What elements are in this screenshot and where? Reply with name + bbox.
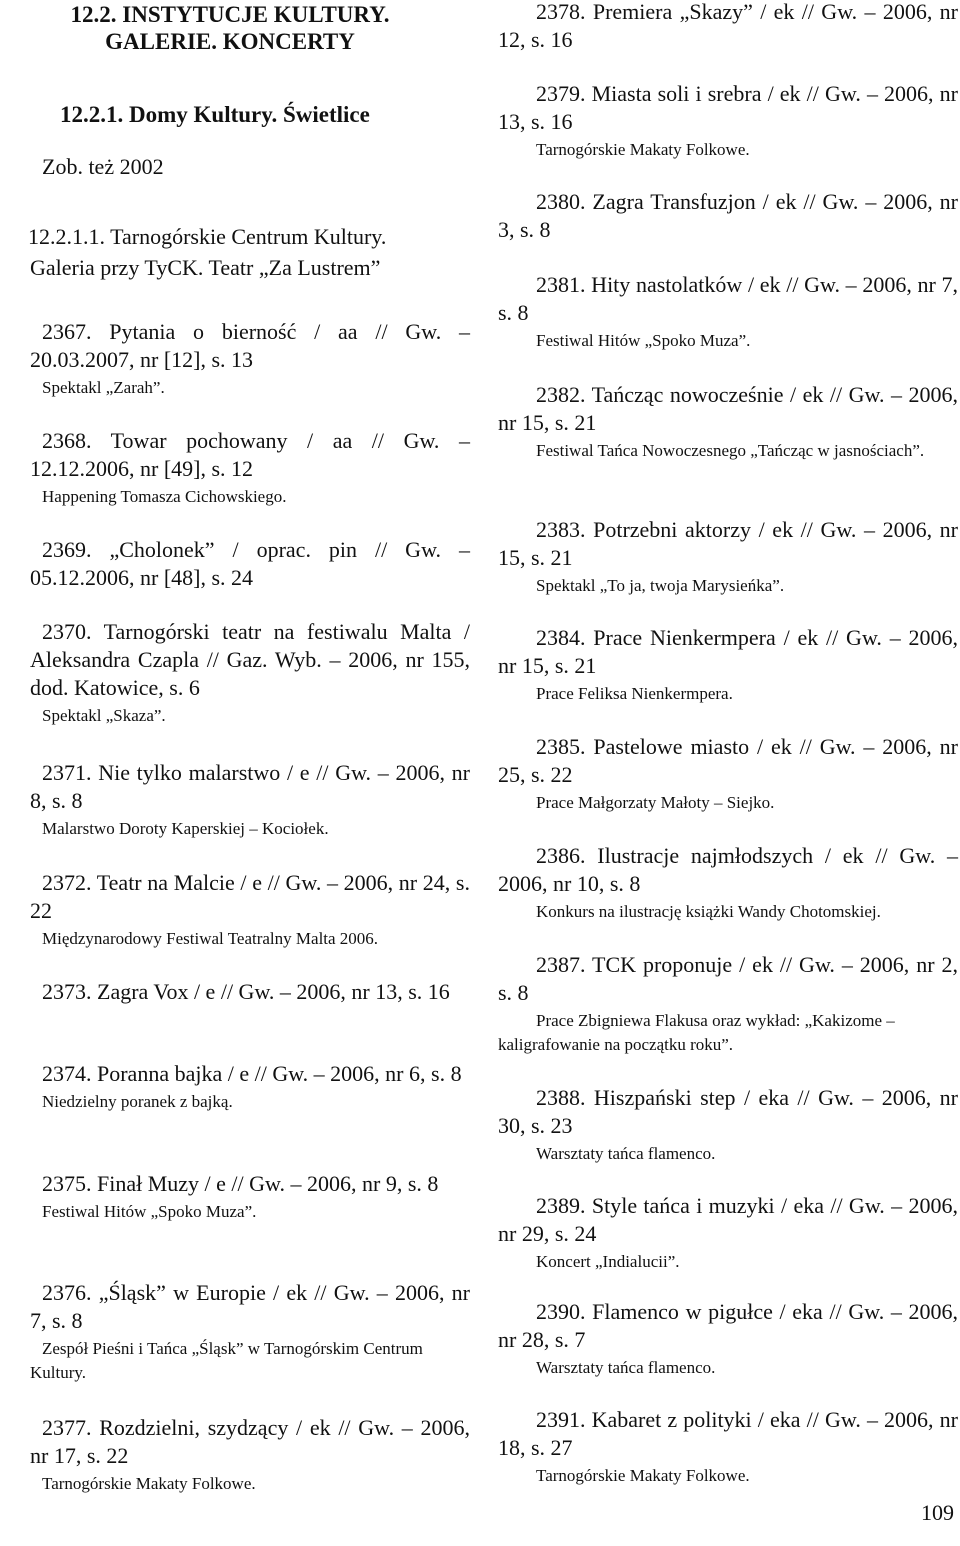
entry-note: Festiwal Tańca Nowoczesnego „Tańcząc w jasnościach”. [536,441,925,460]
entry-note: Warsztaty tańca flamenco. [536,1358,716,1377]
entry-text: 2381. Hity nastolatków / ek // Gw. – 2006, nr 7, s. 8 [498,272,958,325]
entry-text: 2378. Premiera „Skazy” / ek // Gw. – 2006, nr 12, s. 16 [498,0,958,52]
subsubsection-line1: 12.2.1.1. Tarnogórskie Centrum Kultury. [28,224,387,249]
entry-note: Malarstwo Doroty Kaperskiej – Kociołek. [42,819,329,838]
entry-2387 [498,951,958,1057]
section-title-line2: GALERIE. KONCERTY [105,29,355,54]
entry-2367 [30,318,470,400]
entry-2388 [498,1084,958,1166]
see-also: Zob. też 2002 [42,154,164,179]
entry-note: Festiwal Hitów „Spoko Muza”. [42,1202,257,1221]
entry-note: Spektakl „To ja, twoja Marysieńka”. [536,576,785,595]
entry-2381 [498,271,958,353]
entry-text: 2373. Zagra Vox / e // Gw. – 2006, nr 13, s. 16 [42,979,450,1004]
entry-2373 [30,978,470,1006]
entry-text: 2370. Tarnogórski teatr na festiwalu Malta / Aleksandra Czapla // Gaz. Wyb. – 2006, nr 155, dod. Katowice, s. 6 [30,619,470,700]
entry-text: 2385. Pastelowe miasto / ek // Gw. – 2006, nr 25, s. 22 [498,734,958,787]
entry-text: 2383. Potrzebni aktorzy / ek // Gw. – 2006, nr 15, s. 21 [498,517,958,570]
entry-note: Prace Zbigniewa Flakusa oraz wykład: „Kakizome – kaligrafowanie na początku roku”. [498,1011,895,1054]
entry-2379 [498,80,958,162]
entry-text: 2377. Rozdzielni, szydzący / ek // Gw. – 2006, nr 17, s. 22 [30,1415,470,1468]
entry-text: 2388. Hiszpański step / eka // Gw. – 2006, nr 30, s. 23 [498,1085,958,1138]
entry-note: Zespół Pieśni i Tańca „Śląsk” w Tarnogórskim Centrum Kultury. [30,1339,423,1382]
entry-2384 [498,624,958,706]
subsubsection-line2: Galeria przy TyCK. Teatr „Za Lustrem” [30,255,381,280]
section-title-line1: 12.2. INSTYTUCJE KULTURY. [70,2,390,27]
entry-2385 [498,733,958,815]
entry-text: 2372. Teatr na Malcie / e // Gw. – 2006, nr 24, s. 22 [30,870,470,923]
entry-text: 2387. TCK proponuje / ek // Gw. – 2006, nr 2, s. 8 [498,952,958,1005]
entry-text: 2374. Poranna bajka / e // Gw. – 2006, nr 6, s. 8 [42,1061,462,1086]
entry-2391 [498,1406,958,1488]
entry-note: Niedzielny poranek z bajką. [42,1092,233,1111]
entry-2368 [30,427,470,509]
entry-2380 [498,188,958,244]
entry-note: Tarnogórskie Makaty Folkowe. [536,140,750,159]
entry-note: Tarnogórskie Makaty Folkowe. [536,1466,750,1485]
entry-note: Prace Małgorzaty Małoty – Siejko. [536,793,775,812]
page-number: 109 [921,1500,954,1525]
entry-text: 2380. Zagra Transfuzjon / ek // Gw. – 2006, nr 3, s. 8 [498,189,958,242]
entry-text: 2389. Style tańca i muzyki / eka // Gw. – 2006, nr 29, s. 24 [498,1193,958,1246]
entry-2378 [498,0,958,54]
entry-note: Spektakl „Zarah”. [42,378,165,397]
subsection-heading: 12.2.1. Domy Kultury. Świetlice [60,102,370,127]
entry-text: 2382. Tańcząc nowocześnie / ek // Gw. – 2006, nr 15, s. 21 [498,382,958,435]
entry-text: 2371. Nie tylko malarstwo / e // Gw. – 2006, nr 8, s. 8 [30,760,470,813]
entry-2372 [30,869,470,951]
entry-2369 [30,536,470,592]
entry-note: Koncert „Indialucii”. [536,1252,680,1271]
entry-2386 [498,842,958,924]
entry-note: Tarnogórskie Makaty Folkowe. [42,1474,256,1493]
entry-note: Prace Feliksa Nienkermpera. [536,684,733,703]
entry-note: Spektakl „Skaza”. [42,706,166,725]
entry-2375 [30,1170,470,1224]
entry-note: Happening Tomasza Cichowskiego. [42,487,287,506]
entry-2374 [30,1060,470,1114]
entry-2383 [498,516,958,598]
entry-text: 2379. Miasta soli i srebra / ek // Gw. – 2006, nr 13, s. 16 [498,81,958,134]
entry-text: 2386. Ilustracje najmłodszych / ek // Gw. – 2006, nr 10, s. 8 [498,843,958,896]
entry-2371 [30,759,470,841]
entry-note: Warsztaty tańca flamenco. [536,1144,716,1163]
entry-2390 [498,1298,958,1380]
entry-text: 2375. Finał Muzy / e // Gw. – 2006, nr 9, s. 8 [42,1171,439,1196]
entry-text: 2384. Prace Nienkermpera / ek // Gw. – 2006, nr 15, s. 21 [498,625,958,678]
entry-2377 [30,1414,470,1496]
entry-2389 [498,1192,958,1274]
entry-text: 2391. Kabaret z polityki / eka // Gw. – 2006, nr 18, s. 27 [498,1407,958,1460]
entry-text: 2390. Flamenco w pigułce / eka // Gw. – 2006, nr 28, s. 7 [498,1299,958,1352]
entry-note: Konkurs na ilustrację książki Wandy Chotomskiej. [536,902,881,921]
entry-text: 2367. Pytania o bierność / aa // Gw. – 20.03.2007, nr [12], s. 13 [30,319,470,372]
entry-text: 2368. Towar pochowany / aa // Gw. – 12.12.2006, nr [49], s. 12 [30,428,470,481]
entry-note: Międzynarodowy Festiwal Teatralny Malta 2006. [42,929,379,948]
entry-2370 [30,618,470,728]
entry-2376 [30,1279,470,1385]
entry-text: 2376. „Śląsk” w Europie / ek // Gw. – 2006, nr 7, s. 8 [30,1280,470,1333]
entry-text: 2369. „Cholonek” / oprac. pin // Gw. – 05.12.2006, nr [48], s. 24 [30,537,470,590]
entry-note: Festiwal Hitów „Spoko Muza”. [536,331,751,350]
entry-2382 [498,381,958,463]
